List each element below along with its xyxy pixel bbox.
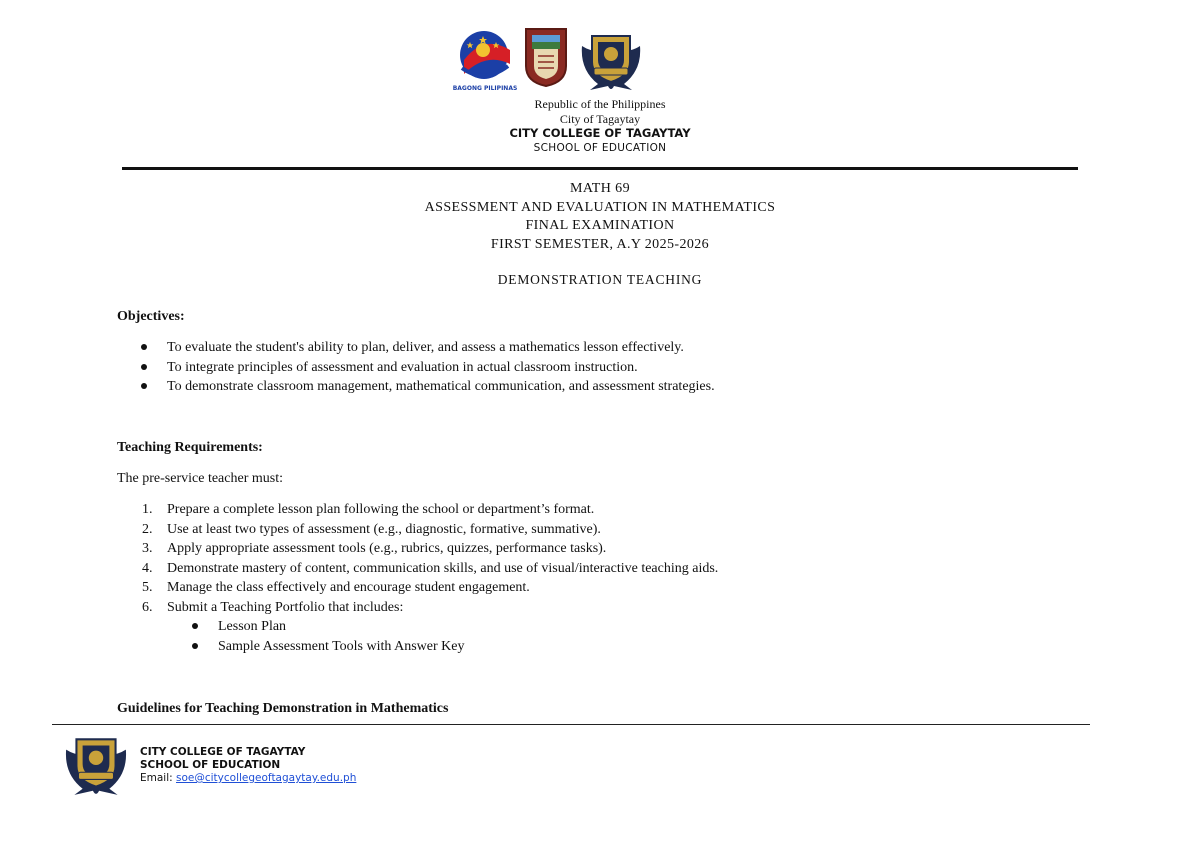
city-college-seal-icon <box>578 26 644 94</box>
item-number: 3. <box>142 541 153 556</box>
exam-name: FINAL EXAMINATION <box>525 218 675 233</box>
guidelines-heading: Guidelines for Teaching Demonstration in Mathematics <box>117 701 449 716</box>
requirement-text: Prepare a complete lesson plan following the school or department’s format. <box>167 502 595 517</box>
list-item <box>138 520 718 540</box>
bullet-icon <box>141 383 147 389</box>
requirement-text: Use at least two types of assessment (e.g., diagnostic, formative, summative). <box>167 521 601 537</box>
city-of-tagaytay-seal-icon <box>522 26 570 88</box>
list-item <box>138 539 718 559</box>
list-item <box>138 377 715 397</box>
course-code: MATH 69 <box>570 181 630 196</box>
requirement-text: Submit a Teaching Portfolio that includes: <box>167 599 404 615</box>
portfolio-list <box>190 617 464 656</box>
header-logos <box>452 26 644 94</box>
list-item <box>190 637 464 657</box>
requirements-heading: Teaching Requirements: <box>117 440 263 455</box>
bagong-pilipinas-logo-icon <box>452 30 518 92</box>
requirements-intro: The pre-service teacher must: <box>117 471 283 486</box>
city-line: City of Tagaytay <box>559 111 641 126</box>
bullet-icon <box>192 643 198 649</box>
item-number: 6. <box>142 599 153 615</box>
list-item <box>138 598 718 618</box>
footer-email-line <box>140 772 356 785</box>
bullet-icon <box>192 623 198 629</box>
requirement-text: Apply appropriate assessment tools (e.g., rubrics, quizzes, performance tasks). <box>167 541 607 556</box>
semester: FIRST SEMESTER, A.Y 2025-2026 <box>490 236 710 252</box>
school-line: SCHOOL OF EDUCATION <box>533 141 667 154</box>
course-title: ASSESSMENT AND EVALUATION IN MATHEMATICS <box>424 199 776 215</box>
objectives-list <box>138 338 715 397</box>
portfolio-item-text: Sample Assessment Tools with Answer Key <box>218 638 465 654</box>
activity-title: DEMONSTRATION TEACHING <box>497 272 703 287</box>
item-number: 1. <box>142 502 153 517</box>
bullet-icon <box>141 364 147 370</box>
objective-text: To evaluate the student's ability to plan, deliver, and assess a mathematics lesson effectively. <box>167 340 684 355</box>
footer-school: SCHOOL OF EDUCATION <box>140 759 281 771</box>
item-number: 5. <box>142 580 153 595</box>
list-item <box>138 358 715 378</box>
footer-college-seal-icon <box>62 729 130 804</box>
requirements-list <box>138 500 718 617</box>
republic-line: Republic of the Philippines <box>534 97 666 111</box>
exam-title-block <box>0 180 1200 254</box>
list-item <box>138 559 718 579</box>
email-label: Email: <box>140 772 173 784</box>
list-item <box>138 578 718 598</box>
portfolio-item-text: Lesson Plan <box>218 619 287 634</box>
list-item <box>138 338 715 358</box>
header-divider <box>122 167 1078 170</box>
bullet-icon <box>141 344 147 350</box>
college-line: CITY COLLEGE OF TAGAYTAY <box>509 126 691 140</box>
email-link[interactable]: soe@citycollegeoftagaytay.edu.ph <box>176 772 357 784</box>
footer-divider <box>52 724 1090 725</box>
item-number: 4. <box>142 560 153 576</box>
institution-header <box>0 97 1200 155</box>
bagong-pilipinas-text: BAGONG PILIPINAS <box>452 85 518 92</box>
list-item <box>190 617 464 637</box>
list-item <box>138 500 718 520</box>
objectives-heading: Objectives: <box>117 309 185 324</box>
requirement-text: Manage the class effectively and encourage student engagement. <box>167 580 530 595</box>
objective-text: To integrate principles of assessment and evaluation in actual classroom instruction. <box>167 359 638 375</box>
objective-text: To demonstrate classroom management, mathematical communication, and assessment strategies. <box>167 379 715 394</box>
requirement-text: Demonstrate mastery of content, communication skills, and use of visual/interactive teaching aids. <box>167 560 719 576</box>
footer-college: CITY COLLEGE OF TAGAYTAY <box>140 746 306 758</box>
item-number: 2. <box>142 521 153 537</box>
footer-contact <box>140 746 356 785</box>
